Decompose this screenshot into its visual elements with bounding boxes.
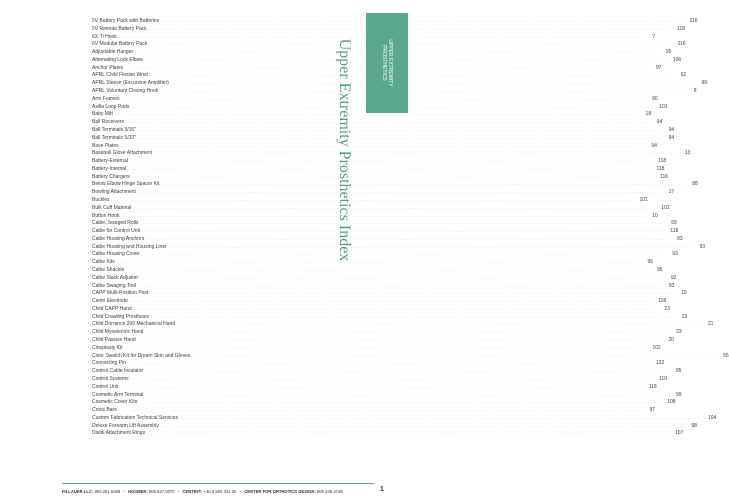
index-entry-name: Battery Chargers bbox=[92, 173, 130, 180]
dot-leader: ........................................................................................................................................................................................................ bbox=[135, 49, 658, 55]
company4-phone: 800.346.4746 bbox=[317, 489, 343, 494]
dot-leader: ........................................................................................................................................................................................................ bbox=[129, 298, 653, 304]
index-entry-name: Alternating Lock Elbow bbox=[92, 56, 143, 63]
index-entry bbox=[92, 134, 675, 142]
dot-leader: ........................................................................................................................................................................................................ bbox=[137, 126, 661, 132]
index-entry-page: 62 bbox=[680, 72, 687, 79]
index-entry bbox=[92, 25, 686, 33]
company3-phone: +46 8 505 332 00 bbox=[203, 489, 237, 494]
index-entry-name: Bulk Cuff Material bbox=[92, 204, 132, 211]
footer-separator: • bbox=[177, 489, 180, 494]
footer-contacts bbox=[62, 489, 374, 494]
index-entry-name: Deluxe Forearm Lift Assembly bbox=[92, 422, 159, 429]
index-entry-name: Cable Swaging Tool bbox=[92, 282, 137, 289]
index-entry-name: APRL Child Flexion Wrist bbox=[92, 72, 148, 79]
dot-leader: ........................................................................................................................................................................................................ bbox=[125, 119, 649, 125]
index-entry bbox=[92, 126, 675, 134]
index-entry-name: Cross Bars bbox=[92, 407, 117, 414]
index-entry-name: Arm Frames bbox=[92, 95, 120, 102]
dot-leader: ........................................................................................................................................................................................................ bbox=[154, 150, 677, 156]
dot-leader: ........................................................................................................................................................................................................ bbox=[118, 33, 642, 39]
index-entry-name: Below Elbow Hinge Spacer Kit bbox=[92, 181, 160, 188]
index-entry bbox=[92, 79, 708, 87]
index-entry bbox=[92, 165, 665, 173]
index-entry bbox=[92, 110, 652, 118]
index-entry bbox=[92, 391, 682, 399]
dot-leader: ........................................................................................................................................................................................................ bbox=[150, 290, 673, 296]
index-entry-page: 97 bbox=[649, 407, 655, 414]
dot-leader: ........................................................................................................................................................................................................ bbox=[118, 407, 641, 413]
index-entry bbox=[92, 320, 714, 328]
index-entry-name: Buckles bbox=[92, 196, 110, 203]
dot-leader: ........................................................................................................................................................................................................ bbox=[116, 259, 640, 265]
dot-leader: ........................................................................................................................................................................................................ bbox=[120, 383, 643, 389]
index-entry bbox=[92, 289, 687, 297]
index-entry-page: 8 bbox=[693, 88, 697, 95]
dot-leader: ........................................................................................................................................................................................................ bbox=[149, 41, 672, 47]
index-entry bbox=[92, 142, 657, 150]
index-entry bbox=[92, 250, 678, 258]
dot-leader: ........................................................................................................................................................................................................ bbox=[161, 181, 684, 187]
index-entry-page: 18 bbox=[645, 111, 652, 118]
index-entry-name: Control Cable Insulator bbox=[92, 368, 144, 375]
index-entry bbox=[92, 17, 698, 25]
index-entry-name: Cable Housing Cover bbox=[92, 251, 140, 258]
index-entry-page: 23 bbox=[664, 305, 670, 312]
index-entry bbox=[92, 40, 686, 48]
index-entry-page: 118 bbox=[658, 158, 667, 165]
index-entry-name: Cable for Control Unit bbox=[92, 228, 141, 235]
index-entry-name: Centri Electrode bbox=[92, 298, 128, 305]
footer-separator: • bbox=[123, 489, 125, 494]
index-entry bbox=[92, 243, 706, 251]
index-entry-name: Cable, Swaged Rolls bbox=[92, 220, 139, 227]
index-entry bbox=[92, 64, 662, 72]
dot-leader: ........................................................................................................................................................................................................ bbox=[126, 267, 649, 272]
index-entry-page: 118 bbox=[670, 228, 679, 235]
dot-leader: ........................................................................................................................................................................................................ bbox=[145, 329, 668, 335]
index-entry-name: 6V Modular Battery Pack bbox=[92, 41, 148, 48]
index-entry bbox=[92, 414, 717, 422]
index-entry-page: 116 bbox=[660, 173, 669, 180]
dot-leader: ........................................................................................................................................................................................................ bbox=[145, 368, 668, 374]
index-entry-name: Cable Slack Adjuster bbox=[92, 274, 139, 281]
dot-leader: ........................................................................................................................................................................................................ bbox=[133, 305, 656, 311]
index-entry-name: CAPP Multi-Position Post bbox=[92, 290, 149, 297]
index-entry bbox=[92, 359, 665, 367]
index-entry-name: Ball Receivers bbox=[92, 119, 124, 126]
company2-name: HOSMER: bbox=[128, 489, 148, 494]
index-entry-name: Cosmetic Arm Terminal bbox=[92, 391, 144, 398]
index-entry-name: Child Passive Hand bbox=[92, 337, 136, 344]
index-entry bbox=[92, 235, 683, 243]
index-entry-name: Child Dorrance 200 Mechanical Hand bbox=[92, 321, 176, 328]
index-entry-name: Connecting Pin bbox=[92, 360, 126, 367]
index-entry bbox=[92, 328, 682, 336]
index-entry bbox=[92, 398, 676, 406]
dot-leader: ........................................................................................................................................................................................................ bbox=[139, 399, 662, 405]
index-entry-page: 93 bbox=[676, 235, 683, 242]
dot-leader: ........................................................................................................................................................................................................ bbox=[141, 251, 664, 257]
dot-leader: ........................................................................................................................................................................................................ bbox=[160, 88, 683, 94]
index-entry bbox=[92, 204, 670, 212]
index-entry-page: 95 bbox=[656, 267, 663, 273]
index-entry-page: 101 bbox=[659, 103, 668, 110]
dot-leader: ........................................................................................................................................................................................................ bbox=[144, 56, 668, 62]
index-entry-name: Ball Terminals 5/32" bbox=[92, 134, 136, 141]
index-entry-name: Baseball Glove Attachment bbox=[92, 150, 153, 157]
index-entry bbox=[92, 422, 697, 430]
index-entry-name: Control Unit bbox=[92, 383, 119, 390]
index-entry bbox=[92, 103, 668, 111]
index-entry-name: Adjustable Hanger bbox=[92, 49, 134, 56]
index-entry-page: 93 bbox=[672, 251, 678, 258]
index-entry-page: 102 bbox=[661, 204, 670, 211]
index-entry-page: 107 bbox=[675, 430, 684, 437]
index-entry-name: Ball Terminals 3/16" bbox=[92, 126, 136, 133]
index-entry bbox=[92, 313, 688, 321]
index-entry-page: 66 bbox=[652, 95, 658, 102]
index-entry-page: 55 bbox=[723, 352, 729, 359]
index-entry-page: 20 bbox=[668, 337, 674, 344]
index-entry-name: Child Crawling Prosthesis bbox=[92, 313, 149, 320]
index-entry bbox=[92, 71, 687, 79]
index-entry bbox=[92, 258, 654, 266]
index-entry-name: Battery-Internal bbox=[92, 165, 127, 172]
index-entry-page: 94 bbox=[668, 134, 675, 141]
company2-phone: 800.827.0070 bbox=[148, 489, 175, 494]
dot-leader: ........................................................................................................................................................................................................ bbox=[133, 204, 656, 210]
dot-leader: ........................................................................................................................................................................................................ bbox=[131, 103, 654, 109]
index-entry-page: 88 bbox=[692, 181, 698, 188]
index-entry-name: Battery-External bbox=[92, 158, 128, 165]
footer-separator: • bbox=[239, 489, 242, 494]
index-entry bbox=[92, 367, 682, 375]
index-entry-page: 118 bbox=[648, 383, 657, 390]
index-entry-page: 118 bbox=[656, 165, 665, 172]
index-entry bbox=[92, 33, 656, 41]
index-entry-page: 93 bbox=[668, 282, 675, 289]
index-entry-name: Child CAPP Hand bbox=[92, 305, 132, 312]
index-entry bbox=[92, 336, 674, 344]
index-entry bbox=[92, 149, 691, 157]
company3-name: CENTRI®: bbox=[182, 489, 203, 494]
dot-leader: ........................................................................................................................................................................................................ bbox=[161, 18, 684, 23]
index-entry-page: 19 bbox=[681, 313, 688, 320]
index-entry bbox=[92, 266, 663, 274]
index-entry-name: Distal Attachment Rings bbox=[92, 430, 146, 437]
index-entry-name: Baby Mitt bbox=[92, 111, 113, 118]
index-entry-name: 6X-Ti Hook bbox=[92, 33, 117, 40]
dot-leader: ........................................................................................................................................................................................................ bbox=[168, 243, 692, 249]
dot-leader: ........................................................................................................................................................................................................ bbox=[137, 189, 661, 195]
index-entry bbox=[92, 180, 698, 188]
index-entry bbox=[92, 56, 682, 64]
index-entry-page: 10 bbox=[652, 212, 658, 219]
index-entry-page: 97 bbox=[655, 64, 662, 71]
dot-leader: ........................................................................................................................................................................................................ bbox=[150, 313, 674, 319]
index-entry-name: Button Hook bbox=[92, 212, 120, 219]
dot-leader: ........................................................................................................................................................................................................ bbox=[129, 158, 653, 164]
index-entry bbox=[92, 157, 667, 165]
dot-leader: ........................................................................................................................................................................................................ bbox=[140, 220, 663, 226]
company1-phone: 800.251.6398 bbox=[94, 489, 121, 494]
index-entry-name: Cable Kits bbox=[92, 259, 115, 266]
dot-leader: ........................................................................................................................................................................................................ bbox=[138, 282, 661, 288]
index-entry bbox=[92, 429, 684, 437]
index-entry bbox=[92, 188, 675, 196]
index-entry bbox=[92, 227, 679, 235]
index-entry bbox=[92, 344, 661, 352]
index-entry bbox=[92, 87, 697, 95]
index-entry-page: 118 bbox=[658, 298, 667, 305]
index-entry bbox=[92, 406, 655, 414]
index-entry bbox=[92, 196, 648, 204]
index-entry-page: 118 bbox=[677, 25, 686, 32]
index-entry-page: 108 bbox=[667, 399, 676, 406]
index-entry-page: 98 bbox=[691, 422, 697, 429]
dot-leader: ........................................................................................................................................................................................................ bbox=[177, 321, 700, 327]
dot-leader: ........................................................................................................................................................................................................ bbox=[121, 212, 644, 218]
index-entry-page: 95 bbox=[647, 259, 654, 266]
section-title: Upper Extremity Prosthetics Index bbox=[336, 38, 353, 262]
dot-leader: ........................................................................................................................................................................................................ bbox=[130, 375, 653, 381]
index-entry bbox=[92, 383, 657, 391]
index-entry-name: Axilla Loop Pads bbox=[92, 103, 130, 110]
index-entry-page: 110 bbox=[658, 375, 667, 382]
index-entry-page: 94 bbox=[656, 119, 663, 126]
dot-leader: ........................................................................................................................................................................................................ bbox=[128, 165, 651, 171]
index-entry bbox=[92, 219, 677, 227]
dot-leader: ........................................................................................................................................................................................................ bbox=[149, 72, 673, 78]
index-entry-page: 13 bbox=[684, 150, 691, 157]
index-entry-name: 5V Battery Pack with Batteries bbox=[92, 18, 160, 24]
dot-leader: ........................................................................................................................................................................................................ bbox=[140, 274, 663, 280]
dot-leader: ........................................................................................................................................................................................................ bbox=[148, 25, 672, 31]
index-entry-name: Cosmetic Cover Kits bbox=[92, 399, 138, 406]
index-entry bbox=[92, 282, 675, 290]
index-entry-page: 94 bbox=[651, 142, 657, 149]
index-entry-name: Cable Shackle bbox=[92, 267, 125, 273]
index-entry-name: Bowling Attachment bbox=[92, 189, 136, 196]
dot-leader: ........................................................................................................................................................................................................ bbox=[137, 337, 660, 343]
index-entry-page: 10 bbox=[681, 290, 687, 297]
index-entry bbox=[92, 305, 670, 313]
index-entry bbox=[92, 375, 667, 383]
dot-leader: ........................................................................................................................................................................................................ bbox=[192, 352, 715, 358]
index-entry-page: 93 bbox=[671, 220, 677, 227]
index-entry-name: Anchor Plates bbox=[92, 64, 124, 71]
section-tab-line2: PROSTHETICS bbox=[381, 45, 387, 81]
index-entry-name: Cineplasty Kit bbox=[92, 344, 123, 351]
index-entry-name: APRL Sleeve (Excursion Amplifier) bbox=[92, 80, 169, 87]
index-entry-page: 21 bbox=[707, 321, 714, 328]
company4-name: CENTER FOR ORTHOTICS DESIGN: bbox=[244, 489, 316, 494]
index-entry bbox=[92, 274, 677, 282]
dot-leader: ........................................................................................................................................................................................................ bbox=[142, 228, 665, 234]
index-entry-name: Cable Housing and Housing Liner bbox=[92, 243, 167, 250]
footer-divider bbox=[62, 483, 374, 484]
dot-leader: ........................................................................................................................................................................................................ bbox=[120, 142, 643, 148]
dot-leader: ........................................................................................................................................................................................................ bbox=[131, 173, 655, 179]
index-entry-page: 95 bbox=[665, 49, 672, 56]
section-tab-line1: UPPER EXTREMITY bbox=[387, 39, 393, 87]
index-entry-page: 17 bbox=[668, 189, 675, 196]
index-entry-page: 116 bbox=[677, 41, 686, 48]
dot-leader: ........................................................................................................................................................................................................ bbox=[125, 64, 648, 70]
dot-leader: ........................................................................................................................................................................................................ bbox=[170, 80, 694, 86]
dot-leader: ........................................................................................................................................................................................................ bbox=[147, 430, 670, 436]
index-entry-page: 94 bbox=[668, 126, 675, 133]
index-entry bbox=[92, 95, 658, 103]
index-entry-page: 106 bbox=[672, 56, 682, 63]
dot-leader: ........................................................................................................................................................................................................ bbox=[111, 196, 634, 202]
index-entry-name: Custom Fabrication Technical Services bbox=[92, 414, 179, 421]
index-entry-page: 99 bbox=[676, 391, 682, 398]
index-entry-name: Base Plates bbox=[92, 142, 119, 149]
index-entry-name: APRL Voluntary Closing Hook bbox=[92, 88, 159, 95]
index-entry-page: 23 bbox=[676, 329, 682, 336]
index-entry-page: 92 bbox=[670, 274, 677, 281]
index-entry-page: 7 bbox=[652, 33, 656, 40]
index-entry bbox=[92, 48, 672, 56]
index-entry-page: 93 bbox=[699, 243, 706, 250]
index-entry-name: 5V Remote Battery Pack bbox=[92, 25, 147, 32]
index-entry-name: Color Swatch Kit for Dream Skin and Gloves bbox=[92, 352, 191, 359]
index-entry-page: 102 bbox=[652, 344, 661, 351]
dot-leader: ........................................................................................................................................................................................................ bbox=[160, 422, 683, 428]
index-entry-page: 116 bbox=[689, 18, 698, 24]
index-entry-name: Control Systems bbox=[92, 375, 129, 382]
index-entry-name: Cable Housing Anchors bbox=[92, 235, 145, 242]
index-entry-page: 104 bbox=[707, 414, 717, 421]
index-entry bbox=[92, 173, 669, 181]
index-entry-name: Child Myoelectric Hand bbox=[92, 329, 144, 336]
dot-leader: ........................................................................................................................................................................................................ bbox=[114, 111, 638, 117]
index-entry-page: 95 bbox=[675, 368, 682, 375]
dot-leader: ........................................................................................................................................................................................................ bbox=[145, 391, 668, 397]
company1-name: FILLAUER LLC: bbox=[62, 489, 94, 494]
dot-leader: ........................................................................................................................................................................................................ bbox=[127, 360, 651, 366]
page-number: 1 bbox=[380, 486, 384, 493]
dot-leader: ........................................................................................................................................................................................................ bbox=[124, 344, 647, 350]
index-entry-page: 122 bbox=[655, 360, 665, 367]
dot-leader: ........................................................................................................................................................................................................ bbox=[180, 414, 703, 420]
dot-leader: ........................................................................................................................................................................................................ bbox=[146, 235, 669, 241]
dot-leader: ........................................................................................................................................................................................................ bbox=[137, 134, 661, 140]
index-entry bbox=[92, 297, 667, 305]
index-entry-page: 101 bbox=[639, 196, 648, 203]
index-entry-page: 99 bbox=[701, 80, 708, 87]
dot-leader: ........................................................................................................................................................................................................ bbox=[121, 95, 644, 101]
index-entry bbox=[92, 212, 658, 220]
index-entry bbox=[92, 352, 729, 360]
index-entry bbox=[92, 118, 663, 126]
